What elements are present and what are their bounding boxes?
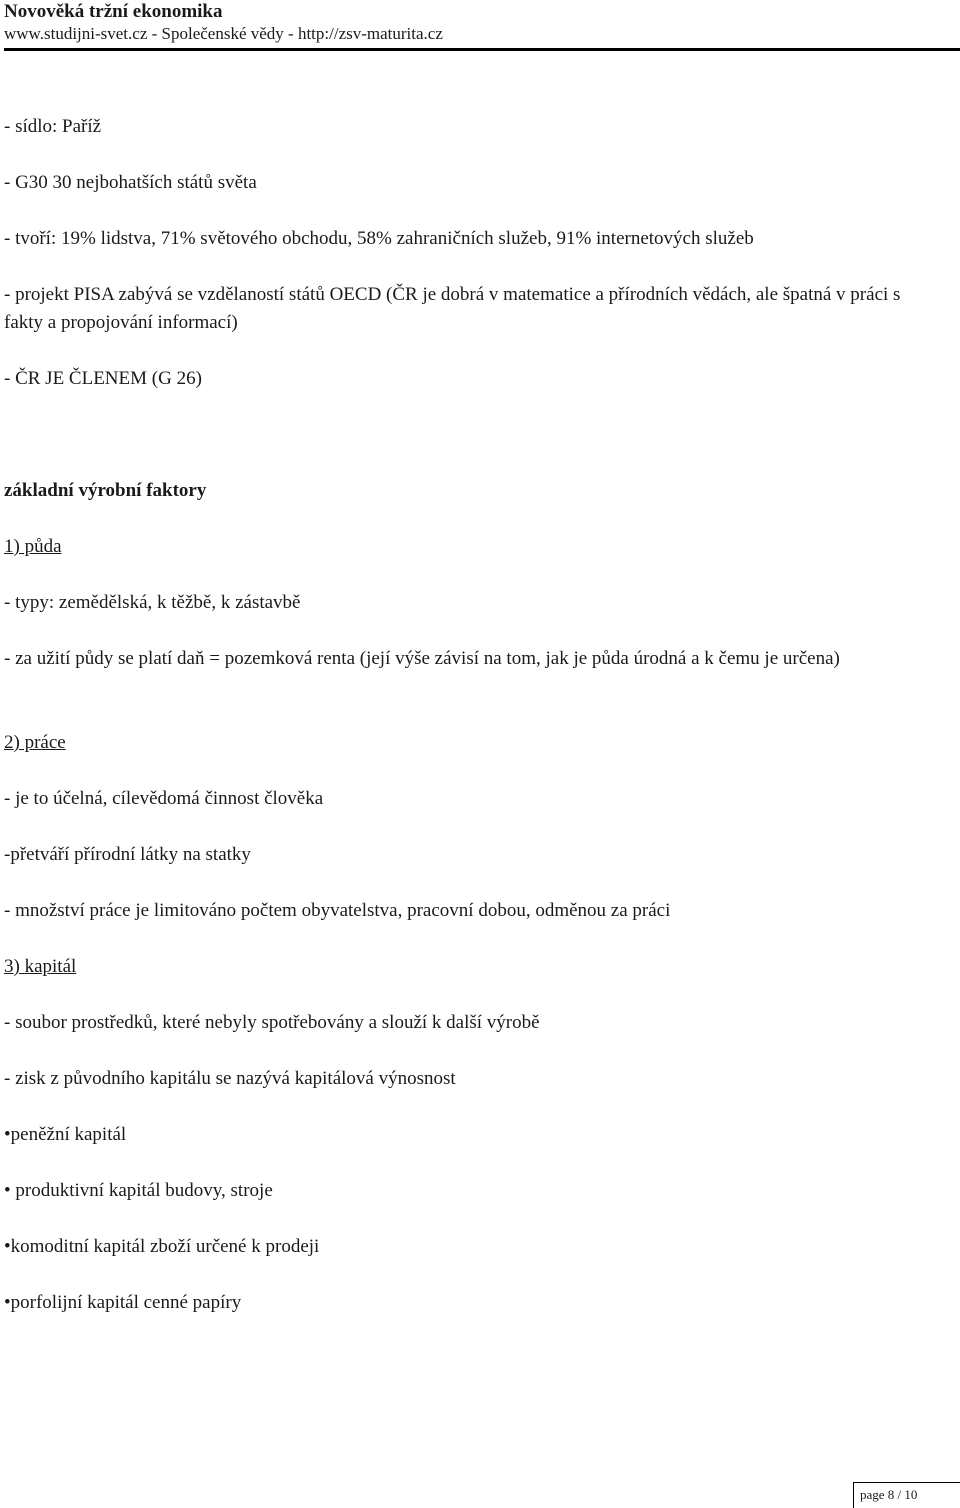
text-line-pisa: - projekt PISA zabývá se vzdělaností států OECD (ČR je dobrá v matematice a přírodních vědách, ale špatná v práci s fakty a propojování informací) xyxy=(4,284,901,333)
subheading-kapital: 3) kapitál xyxy=(4,956,77,977)
section-heading-vyrobni-faktory: základní výrobní faktory xyxy=(4,480,207,501)
text-line-typy: - typy: zemědělská, k těžbě, k zástavbě xyxy=(4,592,301,613)
list-item-komoditni: •komoditní kapitál zboží určené k prodeji xyxy=(4,1236,320,1257)
text-line-pozemkova-renta: - za užití půdy se platí daň = pozemková renta (její výše závisí na tom, jak je půda úrodná a k čemu je určena) xyxy=(4,648,840,669)
list-item-produktivni: • produktivní kapitál budovy, stroje xyxy=(4,1180,273,1201)
text-line-mnozstvi-prace: - množství práce je limitováno počtem obyvatelstva, pracovní dobou, odměnou za práci xyxy=(4,900,671,921)
page-number: page 8 / 10 xyxy=(860,1487,918,1502)
text-line-tvori: - tvoří: 19% lidstva, 71% světového obchodu, 58% zahraničních služeb, 91% internetových služeb xyxy=(4,228,754,249)
text-line-cinnost: - je to účelná, cílevědomá činnost člověka xyxy=(4,788,324,809)
text-line-cr-clenem: - ČR JE ČLENEM (G 26) xyxy=(4,368,202,389)
text-line-g30: - G30 30 nejbohatších států světa xyxy=(4,172,257,193)
list-item-penezni: •peněžní kapitál xyxy=(4,1124,127,1145)
subheading-prace: 2) práce xyxy=(4,732,66,753)
text-line-zisk: - zisk z původního kapitálu se nazývá kapitálová výnosnost xyxy=(4,1068,456,1089)
page-number-box xyxy=(853,1482,960,1508)
header-rule xyxy=(4,48,960,51)
document-subtitle: www.studijni-svet.cz - Společenské vědy - http://zsv-maturita.cz xyxy=(4,24,443,43)
list-item-porfolijni: •porfolijní kapitál cenné papíry xyxy=(4,1292,242,1313)
text-line-pretvari: -přetváří přírodní látky na statky xyxy=(4,844,251,865)
text-line-soubor: - soubor prostředků, které nebyly spotřebovány a slouží k další výrobě xyxy=(4,1012,540,1033)
text-line-sidlo: - sídlo: Paříž xyxy=(4,116,102,137)
document-title: Novověká tržní ekonomika xyxy=(4,1,223,22)
subheading-puda: 1) půda xyxy=(4,536,62,557)
page-header xyxy=(4,0,956,45)
